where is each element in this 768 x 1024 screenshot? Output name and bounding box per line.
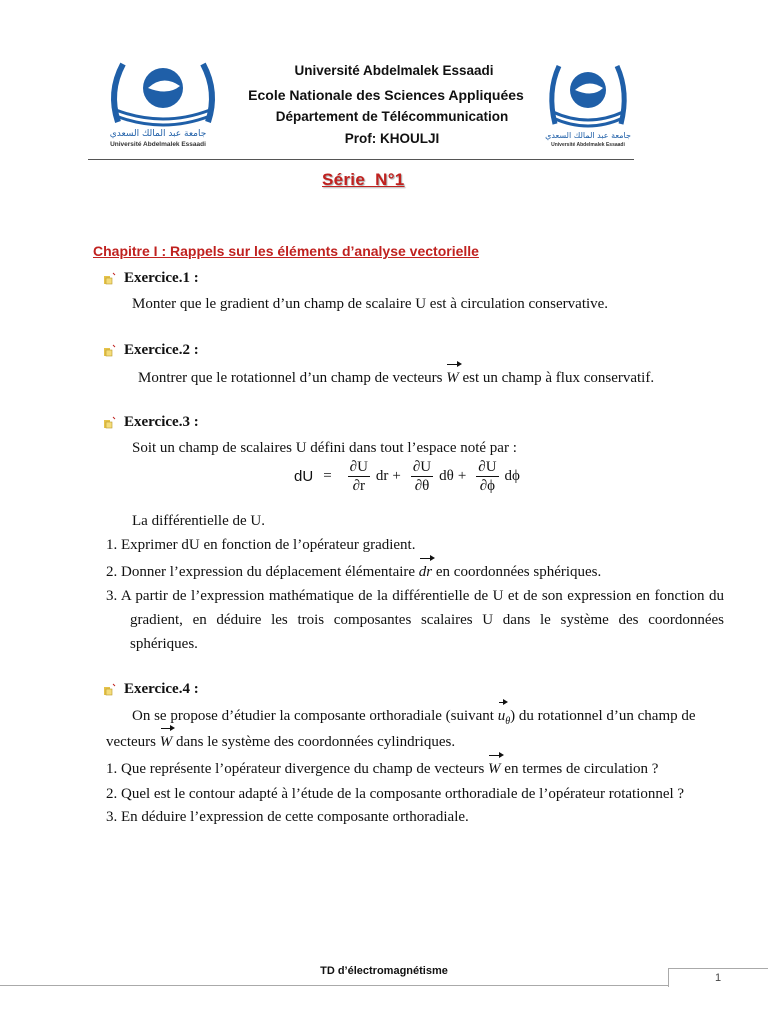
exercise-3-q2-before: 2. Donner l’expression du déplacement élémentaire	[106, 564, 416, 580]
exercise-3-intro: Soit un champ de scalaires U défini dans tout l’espace noté par :	[132, 440, 517, 456]
exercise-3-after: La différentielle de U.	[132, 513, 265, 529]
exercise-3-question-2	[106, 560, 601, 584]
logo-left-latin: Université Abdelmalek Essaadi	[110, 141, 206, 148]
vector-dr: dr	[419, 560, 432, 584]
exercise-1-text: Monter que le gradient d’un champ de scalaire U est à circulation conservative.	[132, 296, 609, 312]
exercise-4-q1-after: en termes de circulation ?	[504, 761, 659, 777]
exercise-4-p1-before: On se propose d’étudier la composante orthoradiale (suivant	[132, 708, 494, 724]
logo-left-arabic: جامعة عبد المالك السعدي	[109, 129, 207, 139]
formula-equals: =	[323, 468, 332, 484]
exercise-2-heading	[103, 342, 199, 359]
exercise-1-title: Exercice.1 :	[124, 270, 199, 286]
exercise-3-q2-after: en coordonnées sphériques.	[435, 564, 602, 580]
bullet-icon	[103, 416, 117, 430]
formula-plus: +	[457, 468, 467, 484]
exercise-2-text	[138, 366, 654, 390]
formula-dphi: dϕ	[504, 468, 520, 484]
university-name: Université Abdelmalek Essaadi	[294, 63, 494, 78]
exercise-2-text-before: Montrer que le rotationnel d’un champ de vecteurs	[138, 370, 443, 386]
bullet-icon	[103, 344, 117, 358]
page-title: Série N°1	[322, 170, 405, 189]
exercise-3-question-3: 3. A partir de l’expression mathématique de la différentielle de U et de son expression en fonction du gradient, en déduire les trois composantes scalaires U dans le système des coordonnées sphériques.	[106, 588, 724, 652]
exercise-2-text-after: est un champ à flux conservatif.	[462, 370, 655, 386]
logo-right-latin: Université Abdelmalek Essaadi	[551, 142, 625, 148]
vector-w: W	[160, 730, 173, 754]
formula-dr: dr	[375, 468, 389, 484]
exercise-4-heading	[103, 681, 199, 698]
exercise-4-question-1	[106, 757, 658, 781]
professor-name: Prof: KHOULJI	[344, 131, 440, 146]
formula-plus: +	[392, 468, 401, 484]
exercise-4-p2-after: dans le système des coordonnées cylindriques.	[175, 734, 456, 750]
bullet-icon	[103, 683, 117, 697]
exercise-3-question-1: 1. Exprimer dU en fonction de l’opérateur gradient.	[106, 537, 416, 553]
exercise-4-title: Exercice.4 :	[124, 681, 199, 697]
fraction-theta-den: ∂θ	[414, 478, 430, 494]
exercise-3-title: Exercice.3 :	[124, 414, 199, 430]
footer-divider	[0, 985, 668, 986]
exercise-4-question-3: 3. En déduire l’expression de cette composante orthoradiale.	[106, 809, 469, 825]
fraction-r-num: ∂U	[349, 459, 368, 475]
fraction-phi-den: ∂ϕ	[479, 478, 496, 494]
fraction-phi	[476, 458, 498, 495]
logo-right-arabic: جامعة عبد المالك السعدي	[545, 131, 631, 140]
header-divider	[88, 159, 634, 160]
fraction-theta	[411, 458, 433, 495]
page-number: 1	[714, 972, 722, 984]
fraction-theta-num: ∂U	[412, 459, 432, 475]
vector-u: u	[498, 704, 506, 728]
differential-formula	[294, 458, 520, 495]
exercise-2-title: Exercice.2 :	[124, 342, 199, 358]
vector-w: W	[446, 366, 459, 390]
chapter-heading: Chapitre I : Rappels sur les éléments d’analyse vectorielle	[93, 243, 479, 259]
vector-w: W	[488, 757, 501, 781]
exercise-4-q1-before: 1. Que représente l’opérateur divergence du champ de vecteurs	[106, 761, 485, 777]
fraction-phi-num: ∂U	[478, 459, 497, 475]
exercise-4-paragraph-2	[106, 730, 455, 754]
school-name: Ecole Nationale des Sciences Appliquées	[248, 87, 524, 103]
formula-lhs: dU	[294, 468, 314, 485]
exercise-4-question-2: 2. Quel est le contour adapté à l’étude de la composante orthoradiale de l’opérateur rotationnel ?	[106, 786, 685, 802]
fraction-r	[348, 458, 370, 495]
exercise-4-p1-after: ) du rotationnel d’un champ de	[510, 708, 696, 724]
department-name: Département de Télécommunication	[275, 109, 509, 124]
bullet-icon	[103, 272, 117, 286]
exercise-4-p2-before: vecteurs	[106, 734, 156, 750]
fraction-r-den: ∂r	[352, 478, 365, 494]
exercise-1-heading	[103, 270, 199, 287]
footer-title: TD d’électromagnétisme	[320, 965, 448, 977]
exercise-3-heading	[103, 414, 199, 431]
formula-dtheta: dθ	[439, 468, 454, 484]
vector-u-subscript: θ	[505, 716, 511, 727]
